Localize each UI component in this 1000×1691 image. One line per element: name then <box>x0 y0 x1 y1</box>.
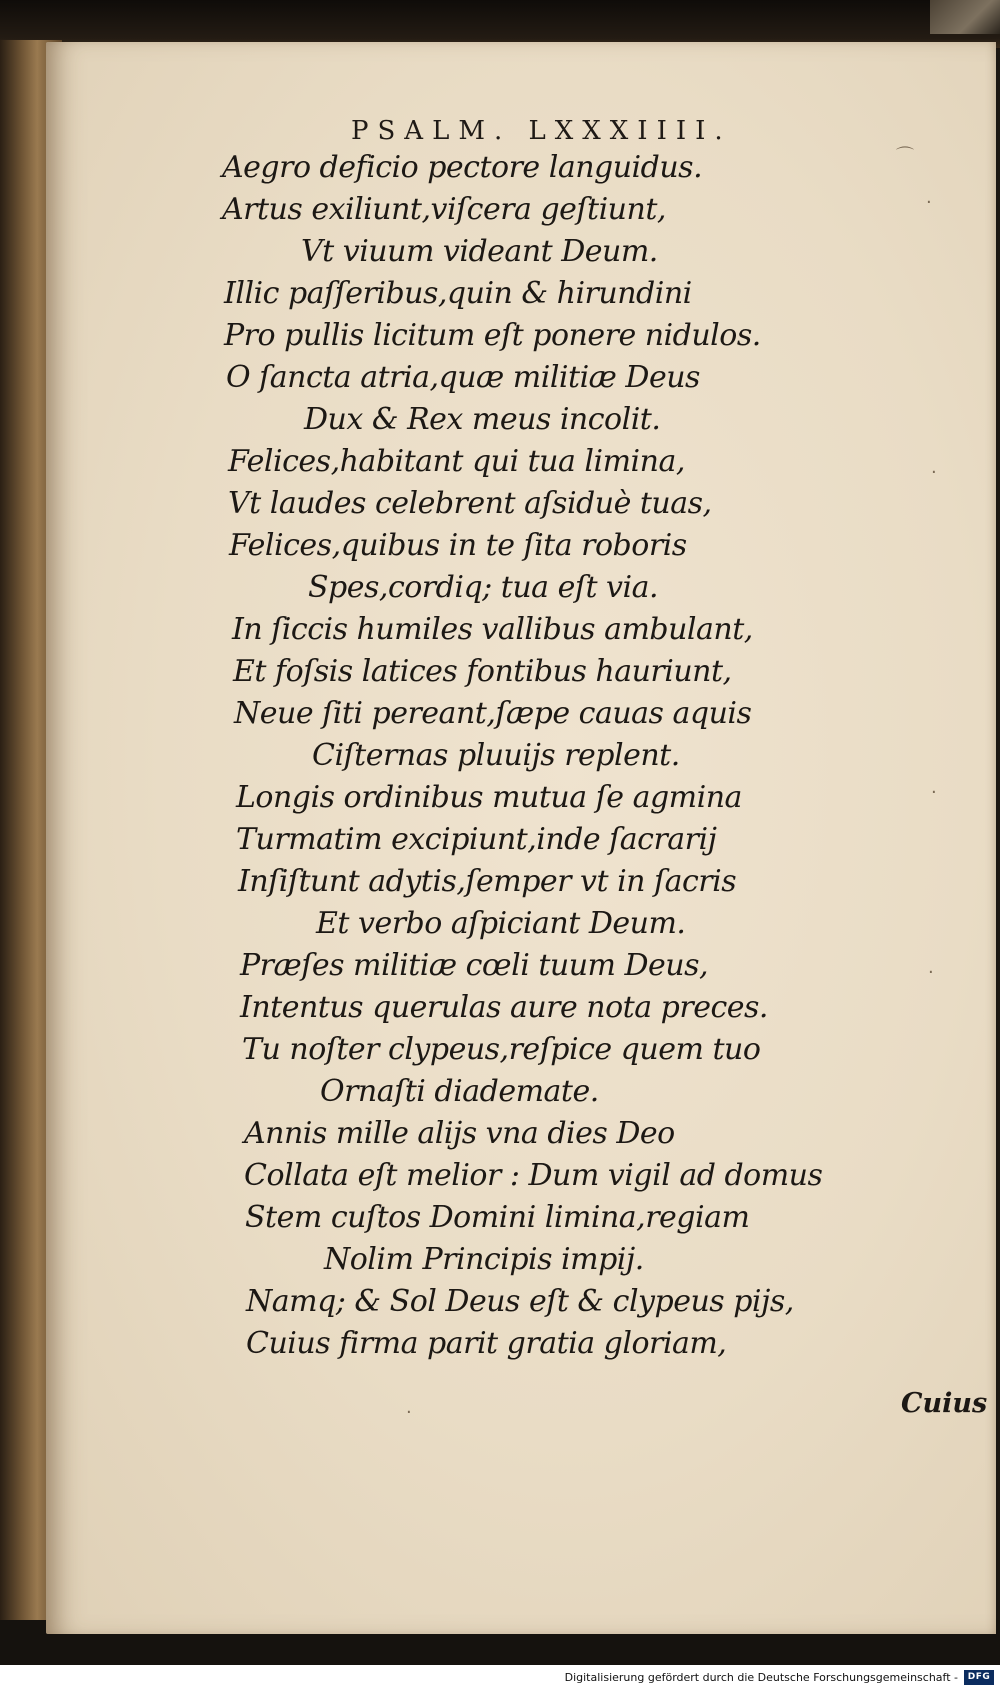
verse-line: Neue ſiti pereant,ſæpe cauas aquis <box>234 696 752 731</box>
verse-line: Intentus querulas aure nota preces. <box>240 990 768 1025</box>
verse-line: Et foſsis latices fontibus hauriunt, <box>233 654 732 689</box>
paper-speck: · <box>926 192 932 213</box>
verse-line: Tu noſter clypeus,reſpice quem tuo <box>242 1032 761 1067</box>
dfg-logo: DFG <box>964 1670 994 1685</box>
verse-line: Collata eſt melior : Dum vigil ad domus <box>244 1158 823 1193</box>
verse-line: Cuius firma parit gratia gloriam, <box>246 1326 727 1361</box>
verse-line: Ornaſti diademate. <box>320 1074 599 1109</box>
verse-line: Aegro deficio pectore languidus. <box>222 150 703 185</box>
verse-line: Inſiſtunt adytis,ſemper vt in ſacris <box>238 864 737 899</box>
verse-line: Artus exiliunt,viſcera geſtiunt, <box>222 192 666 227</box>
torn-cover-corner <box>930 0 1000 34</box>
verse-line: Et verbo aſpiciant Deum. <box>316 906 686 941</box>
catchword: Cuius <box>901 1388 988 1419</box>
funding-credit: Digitalisierung gefördert durch die Deutsche Forschungsgemeinschaft - <box>564 1671 958 1684</box>
verse-line: Illic paſſeribus,quin & hirundini <box>224 276 692 311</box>
paper-speck: · <box>931 462 937 483</box>
verse-line: Annis mille alijs vna dies Deo <box>244 1116 675 1151</box>
verse-line: Stem cuſtos Domini limina,regiam <box>245 1200 750 1235</box>
verse-line: Vt laudes celebrent aſsiduè tuas, <box>228 486 712 521</box>
verse-line: Nolim Principis impij. <box>324 1242 644 1277</box>
verse-line: Felices,habitant qui tua limina, <box>228 444 685 479</box>
verse-line: Spes,cordiq; tua eſt via. <box>308 570 659 605</box>
verse-line: Longis ordinibus mutua ſe agmina <box>236 780 742 815</box>
verse-line: Namq; & Sol Deus eſt & clypeus pijs, <box>246 1284 794 1319</box>
verse-line: Dux & Rex meus incolit. <box>304 402 661 437</box>
paper-speck: ⌒ <box>896 146 914 167</box>
footer-bar <box>0 1665 1000 1691</box>
paper-speck: · <box>406 1402 412 1423</box>
paper-speck: · <box>931 782 937 803</box>
scan-top-background <box>0 0 1000 48</box>
verse-line: Pro pullis licitum eſt ponere nidulos. <box>224 318 761 353</box>
verse-line: Felices,quibus in te ſita roboris <box>229 528 687 563</box>
book-page <box>46 42 996 1634</box>
verse-line: Ciſternas pluuijs replent. <box>312 738 680 773</box>
paper-speck: · <box>928 962 934 983</box>
verse-line: Vt viuum videant Deum. <box>301 234 658 269</box>
page-text-block <box>46 42 996 1634</box>
verse-line: In ſiccis humiles vallibus ambulant, <box>232 612 753 647</box>
verse-line: Præſes militiæ cœli tuum Deus, <box>240 948 709 983</box>
running-head: PSALM. LXXXIIII. <box>351 116 732 146</box>
verse-line: O ſancta atria,quæ militiæ Deus <box>226 360 700 395</box>
verse-line: Turmatim excipiunt,inde ſacrarij <box>236 822 717 857</box>
